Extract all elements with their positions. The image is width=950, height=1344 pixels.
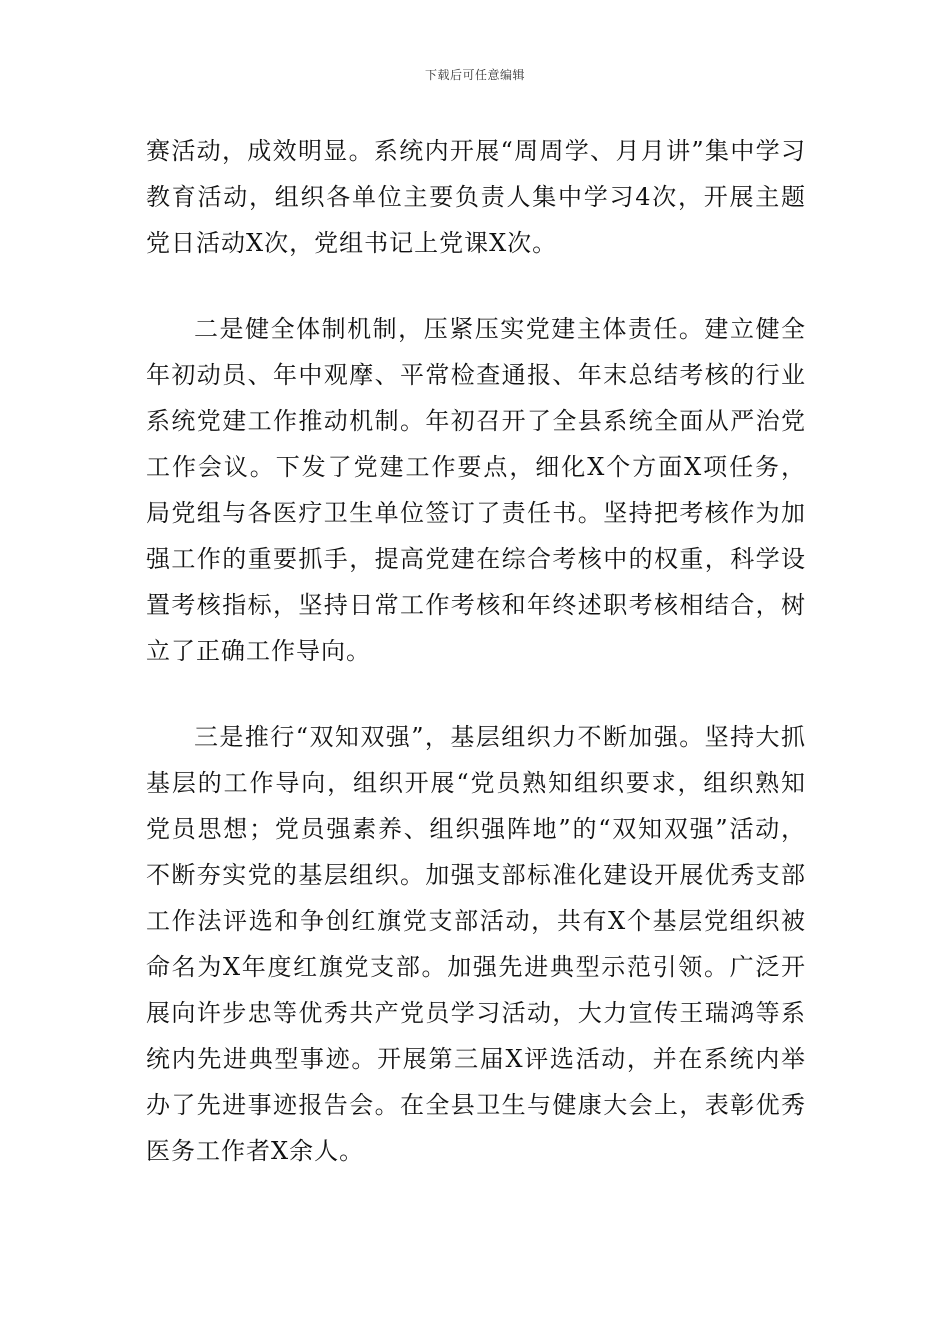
- paragraph-continuation: 赛活动，成效明显。系统内开展“周周学、月月讲”集中学习教育活动，组织各单位主要负责人集中学习4次，开展主题党日活动X次，党组书记上党课X次。: [146, 137, 806, 257]
- paragraph-three: 三是推行“双知双强”，基层组织力不断加强。坚持大抓基层的工作导向，组织开展“党员熟知组织要求，组织熟知党员思想；党员强素养、组织强阵地”的“双知双强”活动，不断夯实党的基层组织。加强支部标准化建设开展优秀支部工作法评选和争创红旗党支部活动，共有X个基层党组织被命名为X年度红旗党支部。加强先进典型示范引领。广泛开展向许步忠等优秀共产党员学习活动，大力宣传王瑞鸿等系统内先进典型事迹。开展第三届X评选活动，并在系统内举办了先进事迹报告会。在全县卫生与健康大会上，表彰优秀医务工作者X余人。: [146, 723, 806, 1165]
- page-header: 下载后可任意编辑: [424, 68, 525, 82]
- document-body: [146, 128, 806, 1174]
- paragraph-two: 二是健全体制机制，压紧压实党建主体责任。建立健全年初动员、年中观摩、平常检查通报、年末总结考核的行业系统党建工作推动机制。年初召开了全县系统全面从严治党工作会议。下发了党建工作要点，细化X个方面X项任务，局党组与各医疗卫生单位签订了责任书。坚持把考核作为加强工作的重要抓手，提高党建在综合考核中的权重，科学设置考核指标，坚持日常工作考核和年终述职考核相结合，树立了正确工作导向。: [146, 315, 806, 665]
